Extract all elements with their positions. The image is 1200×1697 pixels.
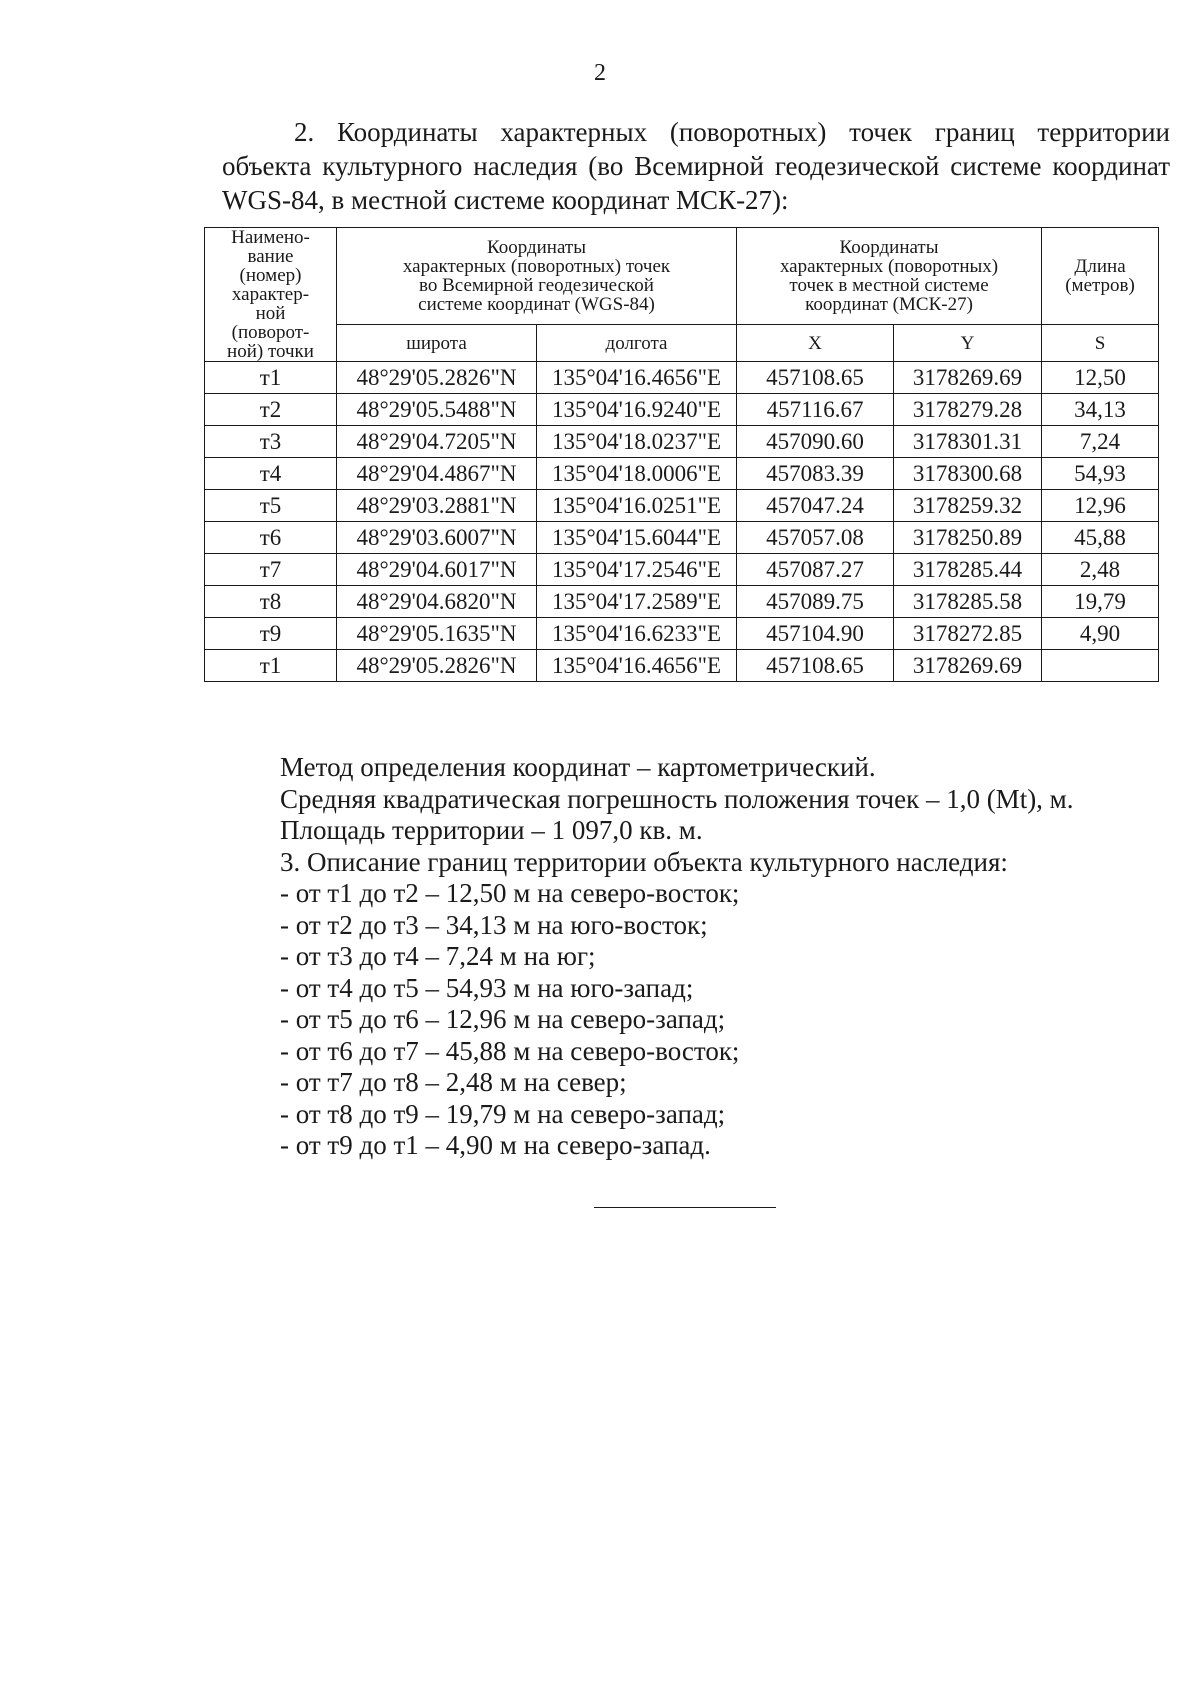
x-cell: 457104.90 xyxy=(737,618,894,650)
table-row xyxy=(205,522,1159,554)
point-name-cell: т9 xyxy=(205,618,337,650)
length-cell: 19,79 xyxy=(1042,586,1159,618)
header-msk27: Координаты характерных (поворотных) точек в местной системе координат (МСК-27) xyxy=(737,228,1042,325)
latitude-cell: 48°29'05.5488"N xyxy=(337,394,537,426)
length-cell: 12,96 xyxy=(1042,490,1159,522)
length-cell: 7,24 xyxy=(1042,426,1159,458)
length-cell: 54,93 xyxy=(1042,458,1159,490)
y-cell: 3178300.68 xyxy=(894,458,1042,490)
longitude-cell: 135°04'16.6233"E xyxy=(537,618,737,650)
y-cell: 3178285.44 xyxy=(894,554,1042,586)
latitude-cell: 48°29'04.7205"N xyxy=(337,426,537,458)
x-cell: 457087.27 xyxy=(737,554,894,586)
method-line: Метод определения координат – картометрический. xyxy=(280,752,876,782)
length-cell: 4,90 xyxy=(1042,618,1159,650)
y-cell: 3178272.85 xyxy=(894,618,1042,650)
x-cell: 457089.75 xyxy=(737,586,894,618)
point-name-cell: т6 xyxy=(205,522,337,554)
header-s: S xyxy=(1042,325,1159,362)
section3-title: 3. Описание границ территории объекта культурного наследия: xyxy=(280,846,1008,877)
boundary-description-list xyxy=(280,878,1180,1162)
y-cell: 3178259.32 xyxy=(894,490,1042,522)
x-cell: 457083.39 xyxy=(737,458,894,490)
length-cell: 12,50 xyxy=(1042,362,1159,394)
table-row xyxy=(205,426,1159,458)
header-length: Длина (метров) xyxy=(1042,228,1159,325)
point-name-cell: т5 xyxy=(205,490,337,522)
coordinates-heading-text: 2. Координаты характерных (поворотных) точек границ территории объекта культурного наследия (во Всемирной геодезической системе координат WGS-84, в местной системе координат МСК-27): xyxy=(222,117,1170,215)
latitude-cell: 48°29'03.2881"N xyxy=(337,490,537,522)
x-cell: 457057.08 xyxy=(737,522,894,554)
boundary-description-item: - от т1 до т2 – 12,50 м на северо-восток; xyxy=(280,878,740,908)
length-cell: 34,13 xyxy=(1042,394,1159,426)
latitude-cell: 48°29'04.4867"N xyxy=(337,458,537,490)
boundary-description-item: - от т9 до т1 – 4,90 м на северо-запад. xyxy=(280,1130,711,1160)
table-row xyxy=(205,458,1159,490)
latitude-cell: 48°29'05.2826"N xyxy=(337,362,537,394)
error-line: Средняя квадратическая погрешность положения точек – 1,0 (Mt), м. xyxy=(280,783,1074,814)
longitude-cell: 135°04'16.4656"E xyxy=(537,362,737,394)
point-name-cell: т1 xyxy=(205,362,337,394)
length-cell: 45,88 xyxy=(1042,522,1159,554)
point-name-cell: т3 xyxy=(205,426,337,458)
body-text xyxy=(280,752,1180,1162)
x-cell: 457108.65 xyxy=(737,650,894,682)
longitude-cell: 135°04'16.9240"E xyxy=(537,394,737,426)
point-name-cell: т8 xyxy=(205,586,337,618)
x-cell: 457116.67 xyxy=(737,394,894,426)
table-subheader-row xyxy=(205,325,1159,362)
x-cell: 457090.60 xyxy=(737,426,894,458)
table-row xyxy=(205,586,1159,618)
y-cell: 3178279.28 xyxy=(894,394,1042,426)
header-latitude: широта xyxy=(337,325,537,362)
point-name-cell: т1 xyxy=(205,650,337,682)
header-point-name: Наимено- вание (номер) характер- ной (поворот- ной) точки xyxy=(205,228,337,362)
y-cell: 3178269.69 xyxy=(894,650,1042,682)
longitude-cell: 135°04'15.6044"E xyxy=(537,522,737,554)
latitude-cell: 48°29'05.2826"N xyxy=(337,650,537,682)
latitude-cell: 48°29'03.6007"N xyxy=(337,522,537,554)
header-wgs84: Координаты характерных (поворотных) точек во Всемирной геодезической системе координат (WGS-84) xyxy=(337,228,737,325)
boundary-description-item: - от т5 до т6 – 12,96 м на северо-запад; xyxy=(280,1004,726,1034)
boundary-description-item: - от т8 до т9 – 19,79 м на северо-запад; xyxy=(280,1098,726,1129)
point-name-cell: т2 xyxy=(205,394,337,426)
boundary-description-item: - от т4 до т5 – 54,93 м на юго-запад; xyxy=(280,972,694,1003)
table-row xyxy=(205,554,1159,586)
longitude-cell: 135°04'16.0251"E xyxy=(537,490,737,522)
longitude-cell: 135°04'18.0237"E xyxy=(537,426,737,458)
coordinates-table xyxy=(204,227,1159,682)
table-row xyxy=(205,618,1159,650)
header-x: X xyxy=(737,325,894,362)
table-row xyxy=(205,490,1159,522)
boundary-description-item: - от т2 до т3 – 34,13 м на юго-восток; xyxy=(280,909,708,940)
table-row xyxy=(205,362,1159,394)
length-cell xyxy=(1042,650,1159,682)
table-body xyxy=(205,362,1159,682)
page-number: 2 xyxy=(594,60,606,86)
longitude-cell: 135°04'18.0006"E xyxy=(537,458,737,490)
table-row xyxy=(205,394,1159,426)
longitude-cell: 135°04'17.2546"E xyxy=(537,554,737,586)
length-cell: 2,48 xyxy=(1042,554,1159,586)
table-row xyxy=(205,650,1159,682)
boundary-description-item: - от т3 до т4 – 7,24 м на юг; xyxy=(280,941,596,971)
point-name-cell: т7 xyxy=(205,554,337,586)
y-cell: 3178269.69 xyxy=(894,362,1042,394)
area-line: Площадь территории – 1 097,0 кв. м. xyxy=(280,815,703,845)
longitude-cell: 135°04'16.4656"E xyxy=(537,650,737,682)
y-cell: 3178285.58 xyxy=(894,586,1042,618)
longitude-cell: 135°04'17.2589"E xyxy=(537,586,737,618)
latitude-cell: 48°29'05.1635"N xyxy=(337,618,537,650)
x-cell: 457108.65 xyxy=(737,362,894,394)
coordinates-heading xyxy=(222,115,1170,217)
boundary-description-item: - от т6 до т7 – 45,88 м на северо-восток; xyxy=(280,1035,740,1066)
y-cell: 3178250.89 xyxy=(894,522,1042,554)
table-header-row xyxy=(205,228,1159,325)
header-y: Y xyxy=(894,325,1042,362)
point-name-cell: т4 xyxy=(205,458,337,490)
boundary-description-item: - от т7 до т8 – 2,48 м на север; xyxy=(280,1067,627,1097)
y-cell: 3178301.31 xyxy=(894,426,1042,458)
header-longitude: долгота xyxy=(537,325,737,362)
latitude-cell: 48°29'04.6820"N xyxy=(337,586,537,618)
end-rule xyxy=(594,1207,776,1208)
x-cell: 457047.24 xyxy=(737,490,894,522)
latitude-cell: 48°29'04.6017"N xyxy=(337,554,537,586)
